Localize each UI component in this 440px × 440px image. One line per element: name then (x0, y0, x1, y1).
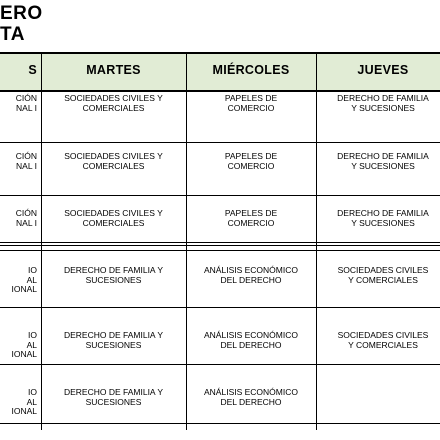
cell-text: SOCIEDADES CIVILES Y (64, 151, 163, 161)
cell-text: IO (28, 330, 37, 340)
cell-text: Y SUCESIONES (351, 102, 415, 113)
table-cell (316, 150, 440, 200)
cell-text: SUCESIONES (85, 396, 142, 407)
row-divider (0, 250, 440, 251)
page-title-line-2: TA (0, 24, 25, 45)
cell-text: DERECHO DE FAMILIA Y (63, 387, 164, 397)
cell-text: SOCIEDADES CIVILES Y (64, 93, 163, 103)
cell-text: SOCIEDADES CIVILES (337, 265, 429, 275)
row-divider (0, 142, 440, 143)
cell-text: Y SUCESIONES (351, 217, 415, 228)
cell-text: COMERCIO (227, 217, 275, 228)
table-cell (316, 207, 440, 247)
table-cell (186, 92, 316, 142)
cell-text: PAPELES DE (224, 151, 278, 161)
column-header-miercoles: MIÉRCOLES (212, 63, 290, 78)
cell-text: NAL I (16, 217, 37, 228)
table-cell (186, 150, 316, 200)
cell-text: DERECHO DE FAMILIA (337, 93, 429, 103)
cell-text: DERECHO DE FAMILIA (337, 208, 429, 218)
table-row (0, 150, 440, 200)
cell-text: COMERCIALES (82, 160, 145, 171)
table-cell (41, 374, 186, 434)
cell-text: IO (28, 387, 37, 397)
cell-text: AL (26, 396, 37, 407)
cell-text: COMERCIO (227, 102, 275, 113)
cell-text: DERECHO DE FAMILIA Y (63, 265, 164, 275)
row-divider (0, 242, 440, 243)
cell-text: ANÁLISIS ECONÓMICO (204, 265, 298, 275)
cell-text: IONAL (11, 349, 37, 359)
cell-text: PAPELES DE (224, 93, 278, 103)
row-divider (0, 52, 440, 54)
table-cell (41, 317, 186, 367)
cell-text: DEL DERECHO (220, 396, 282, 407)
cell-text: COMERCIO (227, 160, 275, 171)
cell-text: SOCIEDADES CIVILES (337, 330, 429, 340)
cell-text: ANÁLISIS ECONÓMICO (204, 330, 298, 340)
column-divider (41, 52, 42, 430)
table-cell (316, 92, 440, 142)
table-row (0, 92, 440, 142)
cell-text: IO (28, 265, 37, 275)
cell-text: Y SUCESIONES (351, 160, 415, 171)
cell-text: PAPELES DE (224, 208, 278, 218)
table-row (0, 374, 440, 434)
row-divider (0, 364, 440, 365)
cell-text: CIÓN (15, 151, 37, 161)
column-header-s: S (28, 63, 37, 78)
cell-text: AL (26, 274, 37, 285)
cell-text: DERECHO DE FAMILIA Y (63, 330, 164, 340)
table-cell (0, 317, 41, 367)
column-header-martes: MARTES (86, 63, 141, 78)
row-divider (0, 423, 440, 424)
cell-text: IONAL (11, 406, 37, 416)
table-cell (316, 317, 440, 367)
table-cell (316, 252, 440, 312)
table-cell (316, 374, 440, 434)
cell-text: ANÁLISIS ECONÓMICO (204, 387, 298, 397)
cell-text: NAL I (16, 160, 37, 171)
table-cell (41, 150, 186, 200)
cell-text: SUCESIONES (85, 274, 142, 285)
row-divider (0, 90, 440, 92)
column-header-jueves: JUEVES (357, 63, 409, 78)
table-cell (41, 252, 186, 312)
table-cell (0, 374, 41, 434)
table-cell (186, 207, 316, 247)
cell-text: DEL DERECHO (220, 274, 282, 285)
table-cell (0, 92, 41, 142)
table-cell (41, 207, 186, 247)
table-cell (0, 150, 41, 200)
cell-text: COMERCIALES (82, 217, 145, 228)
cell-text: SOCIEDADES CIVILES Y (64, 208, 163, 218)
table-row (0, 252, 440, 312)
cell-text: Y COMERCIALES (348, 339, 418, 350)
row-divider (0, 307, 440, 308)
cell-text: DERECHO DE FAMILIA (337, 151, 429, 161)
page-title-line-1: ERO (0, 3, 43, 24)
cell-text: CIÓN (15, 93, 37, 103)
cell-text: CIÓN (15, 208, 37, 218)
cell-text: COMERCIALES (82, 102, 145, 113)
table-row (0, 207, 440, 247)
cell-text: AL (26, 339, 37, 350)
table-cell (186, 317, 316, 367)
table-row (0, 317, 440, 367)
table-cell (0, 207, 41, 247)
table-cell (186, 374, 316, 434)
column-divider (186, 52, 187, 430)
column-divider (316, 52, 317, 430)
cell-text: DEL DERECHO (220, 339, 282, 350)
table-cell (0, 252, 41, 312)
cell-text: IONAL (11, 284, 37, 294)
table-cell (186, 252, 316, 312)
table-cell (41, 92, 186, 142)
cell-text: Y COMERCIALES (348, 274, 418, 285)
cell-text: NAL I (16, 102, 37, 113)
table-header-row (0, 52, 440, 90)
cell-text: SUCESIONES (85, 339, 142, 350)
row-divider (0, 195, 440, 196)
row-divider (0, 245, 440, 246)
